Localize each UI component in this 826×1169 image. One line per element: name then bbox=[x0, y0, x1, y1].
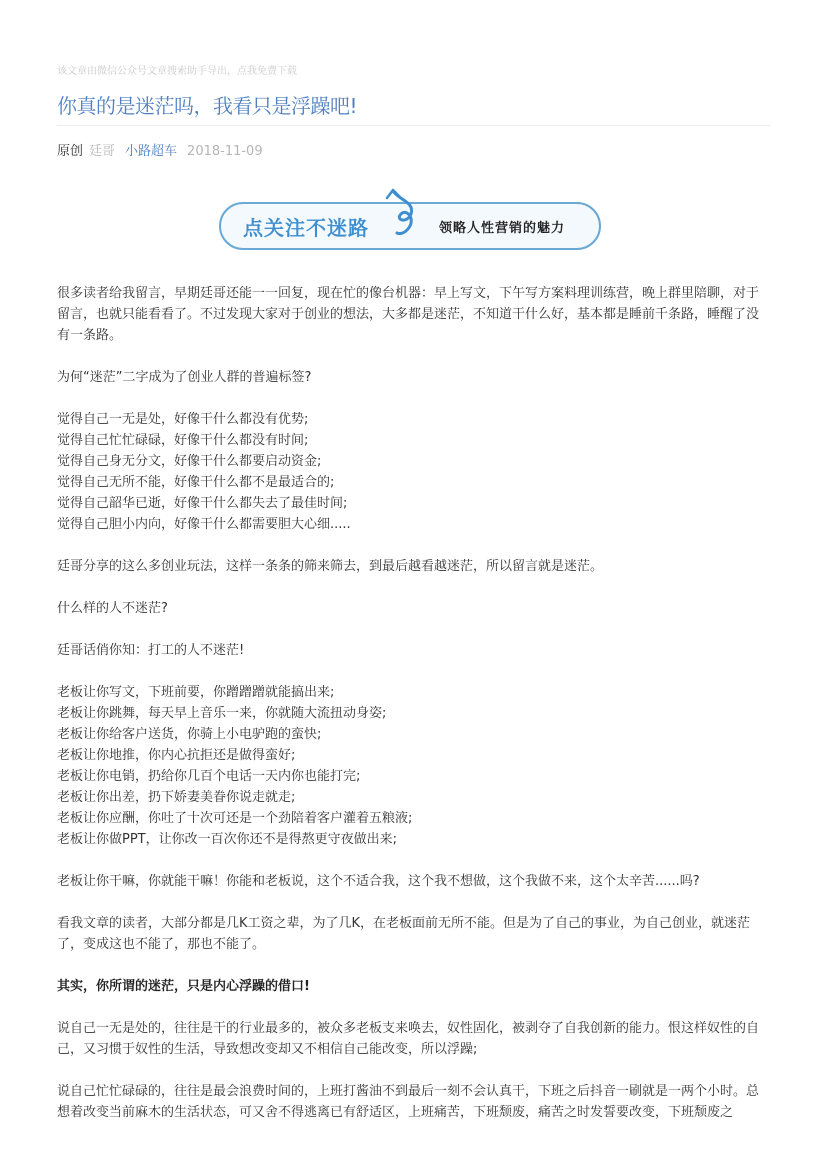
account-link[interactable]: 小路超车 bbox=[125, 144, 178, 159]
export-notice[interactable]: 该文章由微信公众号文章搜索助手导出，点我免费下载 bbox=[57, 66, 297, 77]
paragraph: 说自己一无是处的，往往是干的行业最多的，被众多老板支来唤去，奴性固化，被剥夺了自我创新的能力。恨这样奴性的自己，又习惯于奴性的生活，导致想改变却又不相信自己能改变，所以浮躁; bbox=[57, 1021, 760, 1057]
section-heading: 其实，你所谓的迷茫，只是内心浮躁的借口! bbox=[57, 979, 310, 994]
paragraph: 廷哥分享的这么多创业玩法，这样一条条的筛来筛去，到最后越看越迷茫，所以留言就是迷茫。 bbox=[57, 559, 604, 574]
follow-banner bbox=[219, 202, 601, 250]
title-divider bbox=[57, 125, 770, 126]
article-meta bbox=[57, 140, 263, 159]
paragraph: 看我文章的读者，大部分都是几K工资之辈，为了几K，在老板面前无所不能。但是为了自己的事业，为自己创业，就迷茫了，变成这也不能了，那也不能了。 bbox=[57, 916, 751, 952]
article-body bbox=[57, 283, 769, 1144]
banner-right-text: 领略人性营销的魅力 bbox=[439, 221, 566, 236]
swirl-arrow-icon bbox=[381, 186, 441, 246]
paragraph: 为何“迷茫”二字成为了创业人群的普遍标签? bbox=[57, 370, 312, 385]
paragraph: 很多读者给我留言，早期廷哥还能一一回复，现在忙的像台机器：早上写文，下午写方案料理训练营，晚上群里陪聊，对于留言，也就只能看看了。不过发现大家对于创业的想法，大多都是迷茫，不知道干什么好，基本都是睡前千条路，睡醒了没有一条路。 bbox=[57, 286, 760, 343]
original-label: 原创 bbox=[57, 144, 84, 159]
banner-left-text: 点关注不迷路 bbox=[243, 216, 369, 240]
article-title: 你真的是迷茫吗，我看只是浮躁吧! bbox=[57, 94, 358, 118]
paragraph: 说自己忙忙碌碌的，往往是最会浪费时间的，上班打酱油不到最后一刻不会认真干，下班之后抖音一刷就是一两个小时。总想着改变当前麻木的生活状态，可又舍不得逃离已有舒适区，上班痛苦，下班颓废，痛苦之时发誓要改变，下班颓废之 bbox=[57, 1084, 760, 1120]
paragraph-list: 老板让你写文，下班前要，你蹭蹭蹭就能搞出来; 老板让你跳舞，每天早上音乐一来，你就随大流扭动身姿; 老板让你给客户送货，你骑上小电驴跑的蛮快; 老板让你地推，你内心抗拒还是做得蛮好; 老板让你电销，扔给你几百个电话一天内你也能打完; 老板让你出差，扔下娇妻美眷你说走就走; 老板让你应酬，你吐了十次可还是一个劲陪着客户灌着五粮液; 老板让你做PPT，让你改一百次你还不是得熬更守夜做出来; bbox=[57, 685, 413, 847]
paragraph: 廷哥话俏你知：打工的人不迷茫! bbox=[57, 643, 245, 658]
paragraph: 老板让你干嘛，你就能干嘛！你能和老板说，这个不适合我，这个我不想做，这个我做不来，这个太辛苦......吗? bbox=[57, 874, 700, 889]
publish-date: 2018-11-09 bbox=[187, 144, 263, 159]
author-name: 廷哥 bbox=[89, 144, 116, 159]
paragraph: 什么样的人不迷茫? bbox=[57, 601, 168, 616]
paragraph-list: 觉得自己一无是处，好像干什么都没有优势; 觉得自己忙忙碌碌，好像干什么都没有时间; 觉得自己身无分文，好像干什么都要启动资金; 觉得自己无所不能，好像干什么都不是最适合的; 觉得自己韶华已逝，好像干什么都失去了最佳时间; 觉得自己胆小内向，好像干什么都需要胆大心细..... bbox=[57, 412, 351, 532]
